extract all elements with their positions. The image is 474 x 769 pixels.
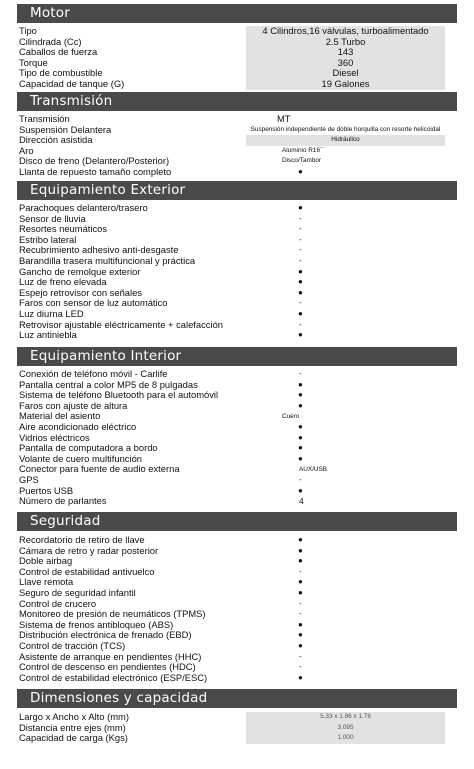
spec-value: ● [298,287,303,297]
spec-label: Recordatorio de retiro de llave [19,534,145,545]
spec-value: ● [298,421,303,431]
spec-value: ● [298,545,303,555]
spec-value: ● [298,556,303,566]
spec-label: Conector para fuente de audio externa [19,463,180,475]
spec-row-dimensiones [17,712,457,723]
section-interior [17,347,457,507]
spec-value: 4 Cilindros,16 válvulas, turboalimentado [246,26,445,37]
spec-label: Resortes neumáticos [19,223,108,235]
spec-value: 1.000 [246,733,445,744]
spec-label: Estribo lateral [19,233,77,245]
spec-value: - [299,213,302,223]
spec-value: Cuero [282,413,300,421]
spec-label: Distancia entre ejes (mm) [19,721,126,733]
spec-value: - [299,566,302,576]
spec-label: Retrovisor ajustable eléctricamente + calefacción [19,318,224,330]
spec-row [17,422,457,433]
spec-label: Parachoques delantero/trasero [19,202,148,213]
spec-value: - [299,598,302,608]
spec-value: 3.095 [246,723,445,734]
spec-value: ● [298,266,303,276]
spec-label: Aire acondicionado eléctrico [19,420,137,432]
spec-label: Sistema de teléfono Bluetooth para el automóvil [19,389,219,401]
spec-row [17,546,457,557]
spec-value: - [299,319,302,329]
spec-label: Torque [19,56,48,68]
spec-value: - [299,662,302,672]
spec-label: Distribución electrónica de frenado (EBD) [19,629,192,641]
spec-row [17,567,457,578]
spec-value: ● [298,203,303,212]
spec-value: - [299,369,302,378]
spec-label: Puertos USB [19,484,74,496]
spec-row [17,641,457,652]
spec-label: Control de crucero [19,597,97,609]
spec-value: Diesel [246,68,445,79]
spec-row [17,320,457,331]
spec-value: Hidráulico [246,135,445,146]
spec-value: 143 [246,47,445,58]
spec-value: ● [298,330,303,340]
spec-label: Cámara de retro y radar posterior [19,544,159,556]
spec-value: - [299,609,302,619]
spec-value: - [299,651,302,661]
spec-label: Vidrios eléctricos [19,431,90,443]
spec-row [17,535,457,546]
spec-label: Número de parlantes [19,495,107,507]
spec-label: Control de descenso en pendientes (HDC) [19,661,196,673]
spec-label: Caballos de fuerza [19,46,98,58]
spec-row [17,475,457,486]
spec-label: Capacidad de tanque (G) [19,77,125,89]
spec-label: Largo x Ancho x Alto (mm) [19,711,129,722]
spec-label: Control de estabilidad electrónico (ESP/ESC) [19,671,208,683]
spec-value: - [299,234,302,244]
spec-value: 4 [299,496,304,507]
exterior-spec-list [17,203,457,341]
spec-label: GPS [19,473,39,485]
spec-row [17,369,457,380]
section-seguridad [17,512,457,683]
spec-label: Doble airbag [19,555,73,567]
spec-label: Faros con ajuste de altura [19,399,128,411]
spec-value: 19 Galones [246,79,445,90]
spec-value: ● [298,587,303,597]
section-dimensiones [17,689,457,744]
spec-value: ● [298,453,303,463]
spec-label: Pantalla de computadora a bordo [19,442,158,454]
spec-value: ● [298,640,303,650]
spec-label: Recubrimiento adhesivo anti-desgaste [19,244,179,256]
spec-value: - [299,224,302,234]
spec-value: ● [298,577,303,587]
spec-label: Transmisión [19,113,70,124]
spec-label: Monitoreo de presión de neumáticos (TPMS) [19,608,206,620]
spec-label: Control de tracción (TCS) [19,639,126,651]
spec-label: Gancho de remolque exterior [19,265,141,277]
spec-row [17,224,457,235]
spec-value: ● [298,619,303,629]
spec-value: ● [298,400,303,410]
interior-spec-list [17,369,457,507]
spec-row-caballos [17,47,457,58]
spec-value: ● [298,630,303,640]
spec-value: ● [298,166,303,176]
spec-row [17,464,457,475]
spec-value: 5.33 x 1.86 x 1.78 [246,712,445,723]
spec-value: ● [298,379,303,389]
spec-row [17,203,457,214]
spec-value: ● [298,390,303,400]
section-header-motor: Motor [17,4,457,23]
spec-row-llanta-repuesto [17,167,457,178]
spec-value: 360 [246,58,445,69]
spec-label: Llanta de repuesto tamaño completo [19,165,172,177]
section-header-exterior: Equipamiento Exterior [17,181,457,200]
spec-label: Capacidad de carga (Kgs) [19,732,128,744]
section-exterior [17,181,457,341]
spec-row [17,496,457,507]
spec-label: Sistema de frenos antibloqueo (ABS) [19,618,174,630]
section-motor [17,4,457,90]
spec-value: ● [298,308,303,318]
spec-value: ● [298,485,303,495]
spec-value: - [299,255,302,265]
spec-value: ● [298,277,303,287]
spec-label: Asistente de arranque en pendientes (HHC) [19,650,202,662]
spec-value: AUX/USB [299,466,328,474]
spec-value: Suspensión independiente de doble horquilla con resorte helicoidal [250,125,441,133]
spec-label: Sensor de lluvia [19,212,86,224]
spec-value: - [299,245,302,255]
spec-label: Llave remota [19,576,74,588]
spec-label: Barandilla trasera multifuncional y práctica [19,254,196,266]
section-header-interior: Equipamiento Interior [17,347,457,366]
spec-row-tanque [17,79,457,90]
spec-row-tipo [17,26,457,37]
spec-label: Disco de freno (Delantero/Posterior) [19,155,170,167]
spec-value: ● [298,535,303,544]
spec-row [17,673,457,684]
spec-row [17,588,457,599]
spec-value: Disco/Tambor [282,157,322,165]
spec-row-direccion [17,135,457,146]
spec-label: Luz antiniebla [19,329,77,341]
section-transmision [17,92,457,178]
spec-label: Seguro de seguridad infantil [19,586,136,598]
spec-row-capacidad-carga [17,733,457,744]
spec-label: Luz diurna LED [19,307,84,319]
spec-row [17,256,457,267]
spec-label: Tipo [19,25,37,36]
spec-label: Cilindrada (Cc) [19,35,82,47]
spec-value: - [299,474,302,484]
spec-value: ● [298,443,303,453]
dimensiones-spec-list [17,712,457,744]
spec-value: - [299,298,302,308]
spec-value: MT [277,113,291,124]
spec-label: Tipo de combustible [19,67,103,79]
section-header-seguridad: Seguridad [17,512,457,531]
spec-row-transmision [17,114,457,125]
spec-value: ● [298,432,303,442]
spec-label: Conexión de teléfono móvil - Carlife [19,368,168,379]
spec-row [17,330,457,341]
spec-row [17,309,457,320]
spec-label: Suspensión Delantera [19,123,112,135]
spec-label: Luz de freno elevada [19,276,107,288]
spec-value: ● [298,672,303,682]
spec-label: Dirección asistida [19,134,93,146]
spec-label: Pantalla central a color MP5 de 8 pulgadas [19,378,198,390]
spec-label: Control de estabilidad antivuelco [19,565,155,577]
spec-label: Faros con sensor de luz automático [19,297,168,309]
spec-value: Aluminio R16´´ [282,146,325,154]
transmision-spec-list [17,114,457,178]
spec-label: Espejo retrovisor con señales [19,286,142,298]
motor-spec-list [17,26,457,90]
seguridad-spec-list [17,535,457,683]
spec-label: Volante de cuero multifunción [19,452,142,464]
spec-label: Aro [19,144,34,156]
section-header-transmision: Transmisión [17,92,457,111]
spec-label: Material del asiento [19,410,101,422]
spec-value: 2.5 Turbo [246,37,445,48]
section-header-dimensiones: Dimensiones y capacidad [17,689,457,708]
